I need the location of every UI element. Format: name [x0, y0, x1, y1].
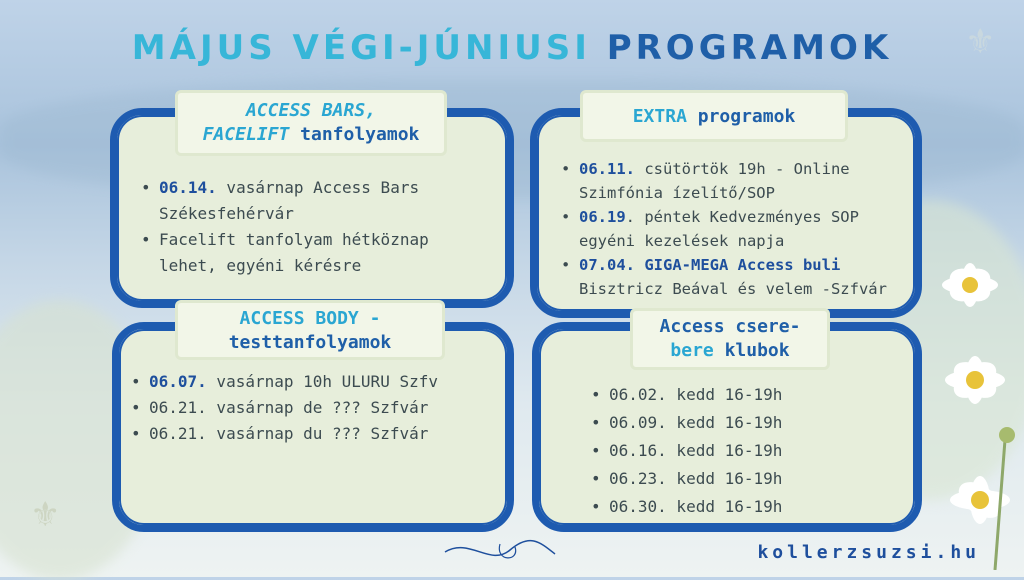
item-date: 07.04. GIGA-MEGA Access buli	[579, 256, 841, 274]
item-text: Bisztricz Beával és velem -Szfvár	[579, 280, 887, 298]
label-access-bars	[175, 90, 447, 156]
label-line: ACCESS BODY -	[239, 308, 381, 329]
title-part1: MÁJUS VÉGI-JÚNIUSI	[131, 28, 591, 68]
clubs-list	[587, 381, 887, 521]
label-line: klubok	[713, 340, 790, 361]
daisy-flowers-image	[925, 250, 1024, 570]
list-item	[557, 253, 902, 301]
label-line: testtanfolyamok	[228, 332, 392, 353]
label-line: tanfolyamok	[289, 124, 420, 145]
item-date: 06.11.	[579, 160, 635, 178]
signature-swirl	[440, 532, 560, 572]
fleur-de-lis-icon: ⚜	[965, 22, 996, 62]
title-part2: PROGRAMOK	[606, 28, 893, 68]
label-part: programok	[686, 106, 796, 127]
label-line: Access csere-	[659, 316, 801, 337]
label-clubs	[630, 308, 830, 370]
website-link[interactable]: kollerzsuzsi.hu	[757, 542, 980, 563]
list-item: • 06.16. kedd 16-19h	[587, 437, 887, 465]
item-date: 06.19	[579, 208, 626, 226]
item-text: 06.21. vasárnap de ??? Szfvár	[149, 398, 429, 417]
label-part: EXTRA	[632, 106, 687, 127]
list-item	[127, 395, 499, 421]
access-body-list	[127, 369, 499, 447]
list-item	[127, 421, 499, 447]
item-date: 06.14.	[159, 178, 217, 197]
label-line: ACCESS BARS,	[245, 100, 377, 121]
list-item: • 06.23. kedd 16-19h	[587, 465, 887, 493]
list-item	[557, 205, 902, 253]
item-date: 06.07.	[149, 372, 207, 391]
access-bars-list	[137, 175, 487, 279]
item-text: 06.21. vasárnap du ??? Szfvár	[149, 424, 429, 443]
list-item: • 06.09. kedd 16-19h	[587, 409, 887, 437]
label-line: bere	[670, 340, 714, 361]
extra-list	[557, 157, 902, 301]
label-extra	[580, 90, 848, 142]
page-title	[0, 28, 1024, 68]
label-access-body	[175, 300, 445, 360]
list-item: • 06.02. kedd 16-19h	[587, 381, 887, 409]
item-text: csütörtök 19h - Online Szimfónia ízelítő/SOP	[579, 160, 850, 202]
list-item: • 06.30. kedd 16-19h	[587, 493, 887, 521]
item-text: . péntek Kedvezményes SOP egyéni kezelések napja	[579, 208, 859, 250]
list-item	[557, 157, 902, 205]
item-text: vasárnap 10h ULURU Szfv	[206, 372, 438, 391]
label-line: FACELIFT	[202, 124, 290, 145]
fleur-de-lis-icon: ⚜	[30, 495, 61, 535]
item-text: vasárnap Access Bars Székesfehérvár	[159, 178, 420, 223]
list-item	[137, 175, 487, 227]
list-item	[137, 227, 487, 279]
item-text: Facelift tanfolyam hétköznap lehet, egyéni kérésre	[159, 230, 429, 275]
list-item	[127, 369, 499, 395]
